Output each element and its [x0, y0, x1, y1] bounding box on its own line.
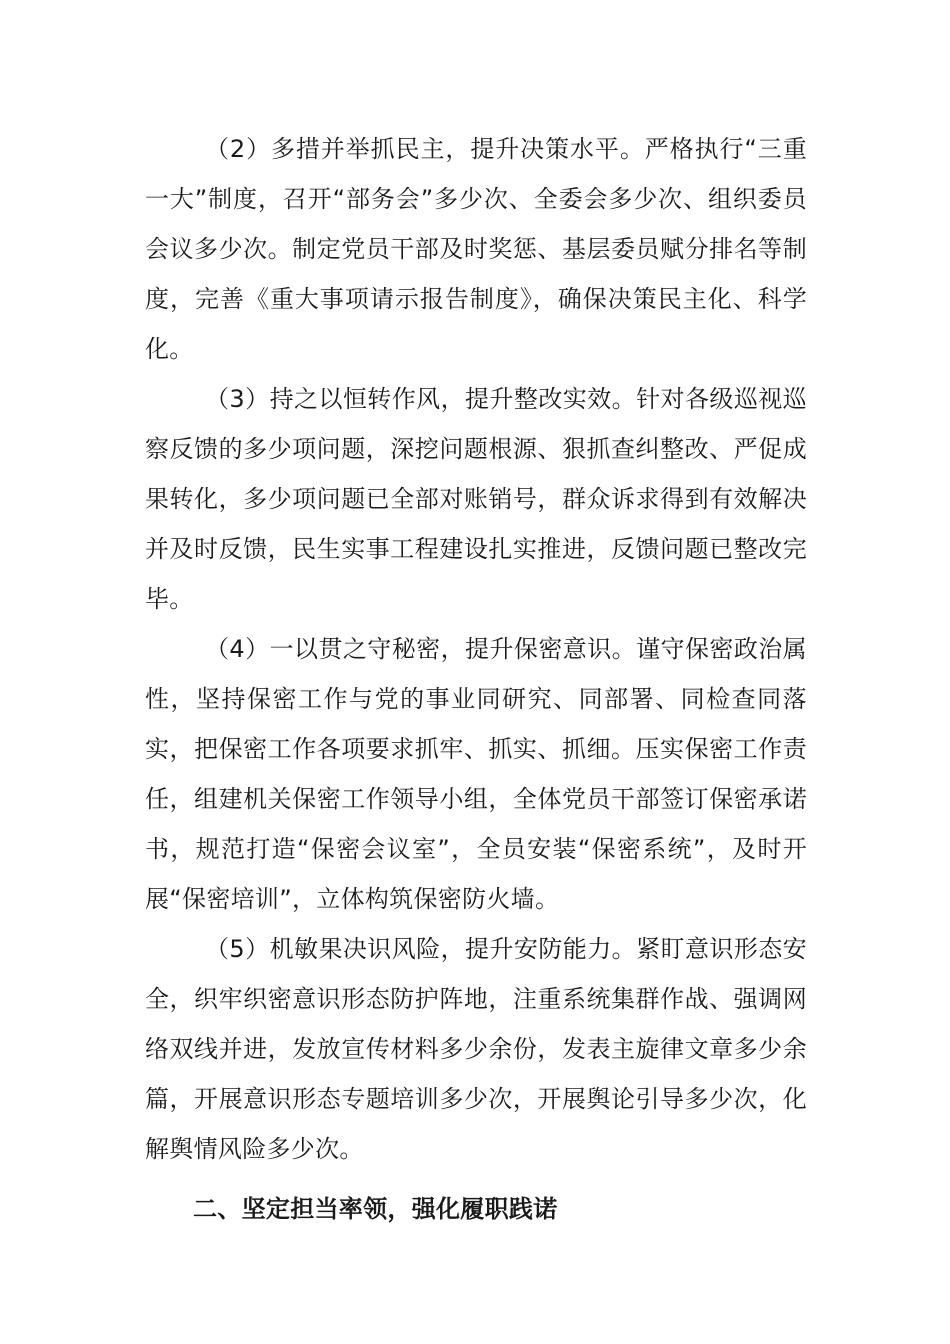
paragraph-4: （4）一以贯之守秘密，提升保密意识。谨守保密政治属性，坚持保密工作与党的事业同研究、同部署、同检查同落实，把保密工作各项要求抓牢、抓实、抓细。压实保密工作责任，组建机关保密工作领导小组，全体党员干部签订保密承诺书，规范打造“保密会议室”，全员安装“保密系统”，及时开展“保密培训”，立体构筑保密防火墙。: [145, 635, 807, 913]
section-heading: 二、坚定担当率领，强化履职践诺: [193, 1195, 558, 1223]
paragraph-3: （3）持之以恒转作风，提升整改实效。针对各级巡视巡察反馈的多少项问题，深挖问题根源、狠抓查纠整改、严促成果转化，多少项问题已全部对账销号，群众诉求得到有效解决并及时反馈，民生实事工程建设扎实推进，反馈问题已整改完毕。: [145, 385, 807, 613]
paragraph-2: （2）多措并举抓民主，提升决策水平。严格执行“三重一大”制度，召开“部务会”多少次、全委会多少次、组织委员会议多少次。制定党员干部及时奖惩、基层委员赋分排名等制度，完善《重大事项请示报告制度》，确保决策民主化、科学化。: [145, 135, 807, 363]
paragraph-5: （5）机敏果决识风险，提升安防能力。紧盯意识形态安全，织牢织密意识形态防护阵地，注重系统集群作战、强调网络双线并进，发放宣传材料多少余份，发表主旋律文章多少余篇，开展意识形态专题培训多少次，开展舆论引导多少次，化解舆情风险多少次。: [145, 935, 807, 1163]
document-body: [145, 124, 807, 1234]
